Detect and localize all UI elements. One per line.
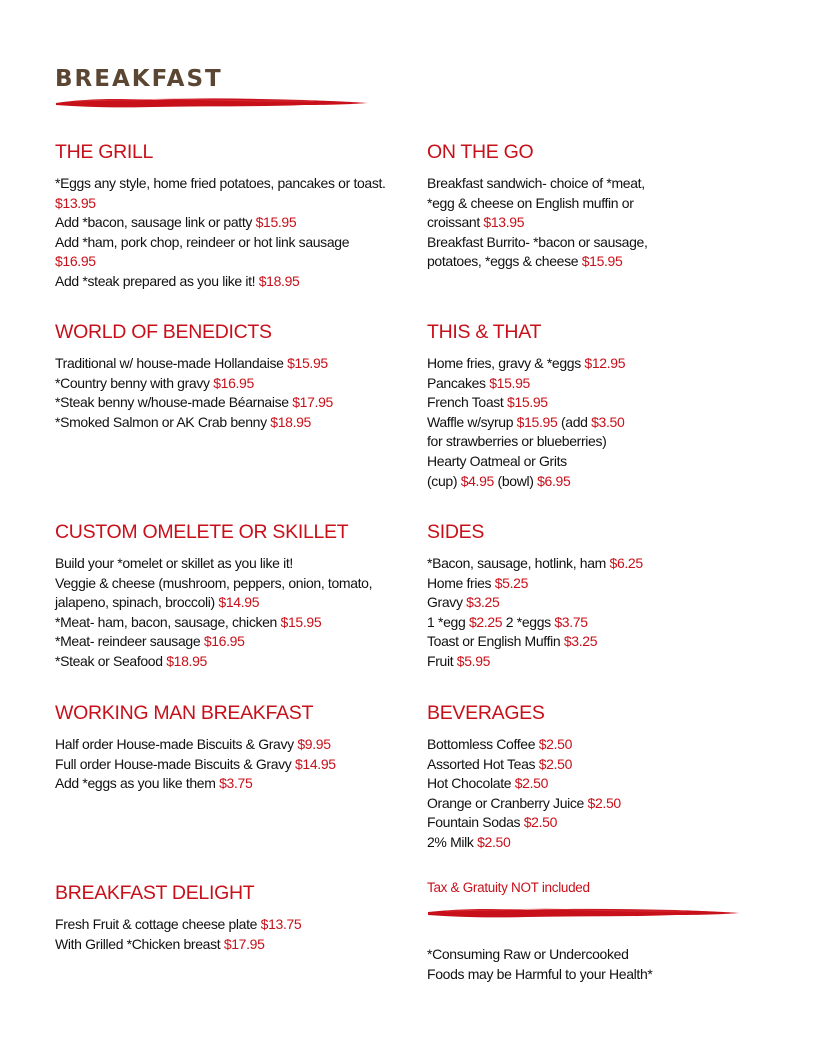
price: $6.95 [537, 472, 571, 489]
menu-line: (cup) $4.95 (bowl) $6.95 [427, 472, 571, 489]
price: $5.95 [456, 652, 491, 669]
price: $17.95 [223, 935, 265, 952]
price: $18.95 [166, 652, 207, 669]
price: $13.75 [260, 916, 302, 932]
page-title: BREAKFAST [55, 66, 223, 92]
price: $2.50 [477, 833, 511, 850]
price: $15.95 [280, 613, 322, 630]
price: $5.25 [494, 574, 529, 591]
price: $14.95 [218, 594, 260, 611]
menu-line: Add *steak prepared as you like it! $18.95 [55, 272, 300, 289]
price: $3.25 [466, 594, 500, 611]
menu-line: Orange or Cranberry Juice $2.50 [427, 794, 621, 811]
menu-line: Add *ham, pork chop, reindeer or hot link sausage [55, 233, 350, 250]
price: $3.75 [554, 613, 588, 630]
menu-line: Hot Chocolate $2.50 [427, 775, 549, 792]
menu-line: *Eggs any style, home fried potatoes, pancakes or toast. [55, 175, 386, 191]
section-title: THIS & THAT [427, 321, 542, 343]
section-title: WORLD OF BENEDICTS [55, 321, 272, 343]
price: $15.95 [516, 413, 558, 430]
menu-line: 1 *egg $2.25 2 *eggs $3.75 [427, 613, 588, 630]
section-title: CUSTOM OMELETE OR SKILLET [55, 521, 349, 543]
menu-line: Pancakes $15.95 [427, 374, 530, 391]
menu-line: Home fries, gravy & *eggs $12.95 [427, 355, 626, 371]
price: $15.95 [507, 394, 548, 411]
health-disclaimer: *Consuming Raw or Undercooked Foods may be Harmful to your Health* [427, 946, 653, 982]
menu-line: potatoes, *eggs & cheese $15.95 [427, 253, 623, 270]
menu-line: Traditional w/ house-made Hollandaise $15.95 [55, 355, 328, 371]
menu-line: Add *bacon, sausage link or patty $15.95 [55, 214, 297, 231]
menu-line: Assorted Hot Teas $2.50 [427, 755, 573, 772]
price: $15.95 [581, 253, 623, 270]
menu-line: *egg & cheese on English muffin or [427, 194, 634, 211]
section-this-and-that [427, 321, 787, 491]
menu-line [55, 194, 415, 214]
menu-line: 2% Milk $2.50 [427, 833, 511, 850]
price: $17.95 [292, 394, 333, 411]
price: $3.25 [563, 633, 598, 650]
section-title: THE GRILL [55, 141, 154, 163]
menu-line: for strawberries or blueberries) [427, 433, 607, 450]
menu-line: Half order House-made Biscuits & Gravy $9.95 [55, 736, 331, 752]
menu-line: Gravy $3.25 [427, 594, 500, 611]
menu-line: *Bacon, sausage, hotlink, ham $6.25 [427, 555, 643, 571]
menu-line: *Meat- reindeer sausage $16.95 [55, 633, 245, 650]
tax-note: Tax & Gratuity NOT included [427, 880, 590, 895]
price: $3.50 [591, 413, 625, 430]
menu-line: Breakfast sandwich- choice of *meat, [427, 175, 645, 191]
menu-line: *Smoked Salmon or AK Crab benny $18.95 [55, 413, 311, 430]
menu-line: Full order House-made Biscuits & Gravy $14.95 [55, 755, 336, 772]
price: $6.25 [609, 555, 643, 571]
menu-line: *Steak benny w/house-made Béarnaise $17.95 [55, 394, 333, 411]
price: $12.95 [584, 355, 626, 371]
menu-line: French Toast $15.95 [427, 394, 548, 411]
price: $2.50 [523, 814, 558, 831]
menu-line: croissant $13.95 [427, 214, 525, 231]
price: $16.95 [203, 633, 245, 650]
section-world-of-benedicts [55, 321, 415, 432]
menu-line: Build your *omelet or skillet as you like it! [55, 555, 293, 571]
price: $2.25 [468, 613, 503, 630]
price: $2.50 [514, 775, 549, 792]
price: $18.95 [258, 272, 300, 289]
section-sides [427, 521, 787, 672]
price: $18.95 [270, 413, 311, 430]
section-title: BEVERAGES [427, 702, 545, 724]
price: $16.95 [213, 374, 254, 391]
section-custom-omelete [55, 521, 415, 672]
price: $16.95 [55, 253, 96, 270]
section-breakfast-delight [55, 882, 415, 954]
price: $9.95 [297, 736, 331, 752]
price: $15.95 [287, 355, 328, 371]
price: $13.95 [55, 194, 96, 211]
section-beverages [427, 702, 787, 853]
menu-line: *Steak or Seafood $18.95 [55, 652, 207, 669]
section-working-man [55, 702, 415, 794]
brush-stroke-divider [426, 905, 742, 921]
section-title: BREAKFAST DELIGHT [55, 882, 255, 904]
section-on-the-go [427, 141, 787, 272]
section-title: SIDES [427, 521, 485, 543]
brush-stroke-divider [54, 95, 370, 111]
price: $15.95 [255, 214, 297, 231]
section-title: ON THE GO [427, 141, 534, 163]
price: $15.95 [489, 374, 530, 391]
menu-line: Bottomless Coffee $2.50 [427, 736, 573, 752]
menu-line: Waffle w/syrup $15.95 (add $3.50 [427, 413, 625, 430]
menu-line: Hearty Oatmeal or Grits [427, 452, 567, 469]
menu-line: With Grilled *Chicken breast $17.95 [55, 935, 265, 952]
menu-line: *Meat- ham, bacon, sausage, chicken $15.95 [55, 613, 322, 630]
menu-line: Fountain Sodas $2.50 [427, 814, 558, 831]
menu-line: Fresh Fruit & cottage cheese plate $13.75 [55, 916, 302, 932]
menu-line [55, 252, 415, 272]
price: $3.75 [219, 775, 253, 792]
menu-line: jalapeno, spinach, broccoli) $14.95 [55, 594, 260, 611]
price: $14.95 [295, 755, 336, 772]
menu-line: *Country benny with gravy $16.95 [55, 374, 254, 391]
price: $2.50 [538, 755, 573, 772]
section-title: WORKING MAN BREAKFAST [55, 702, 314, 724]
menu-line: Fruit $5.95 [427, 652, 491, 669]
menu-line: Toast or English Muffin $3.25 [427, 633, 598, 650]
price: $2.50 [587, 794, 621, 811]
menu-line: Breakfast Burrito- *bacon or sausage, [427, 233, 648, 250]
section-the-grill [55, 141, 415, 292]
price: $13.95 [483, 214, 525, 231]
menu-line: Add *eggs as you like them $3.75 [55, 775, 253, 792]
menu-line: Home fries $5.25 [427, 574, 529, 591]
price: $2.50 [538, 736, 573, 752]
menu-line: Veggie & cheese (mushroom, peppers, onion, tomato, [55, 574, 373, 591]
price: $4.95 [460, 472, 494, 489]
